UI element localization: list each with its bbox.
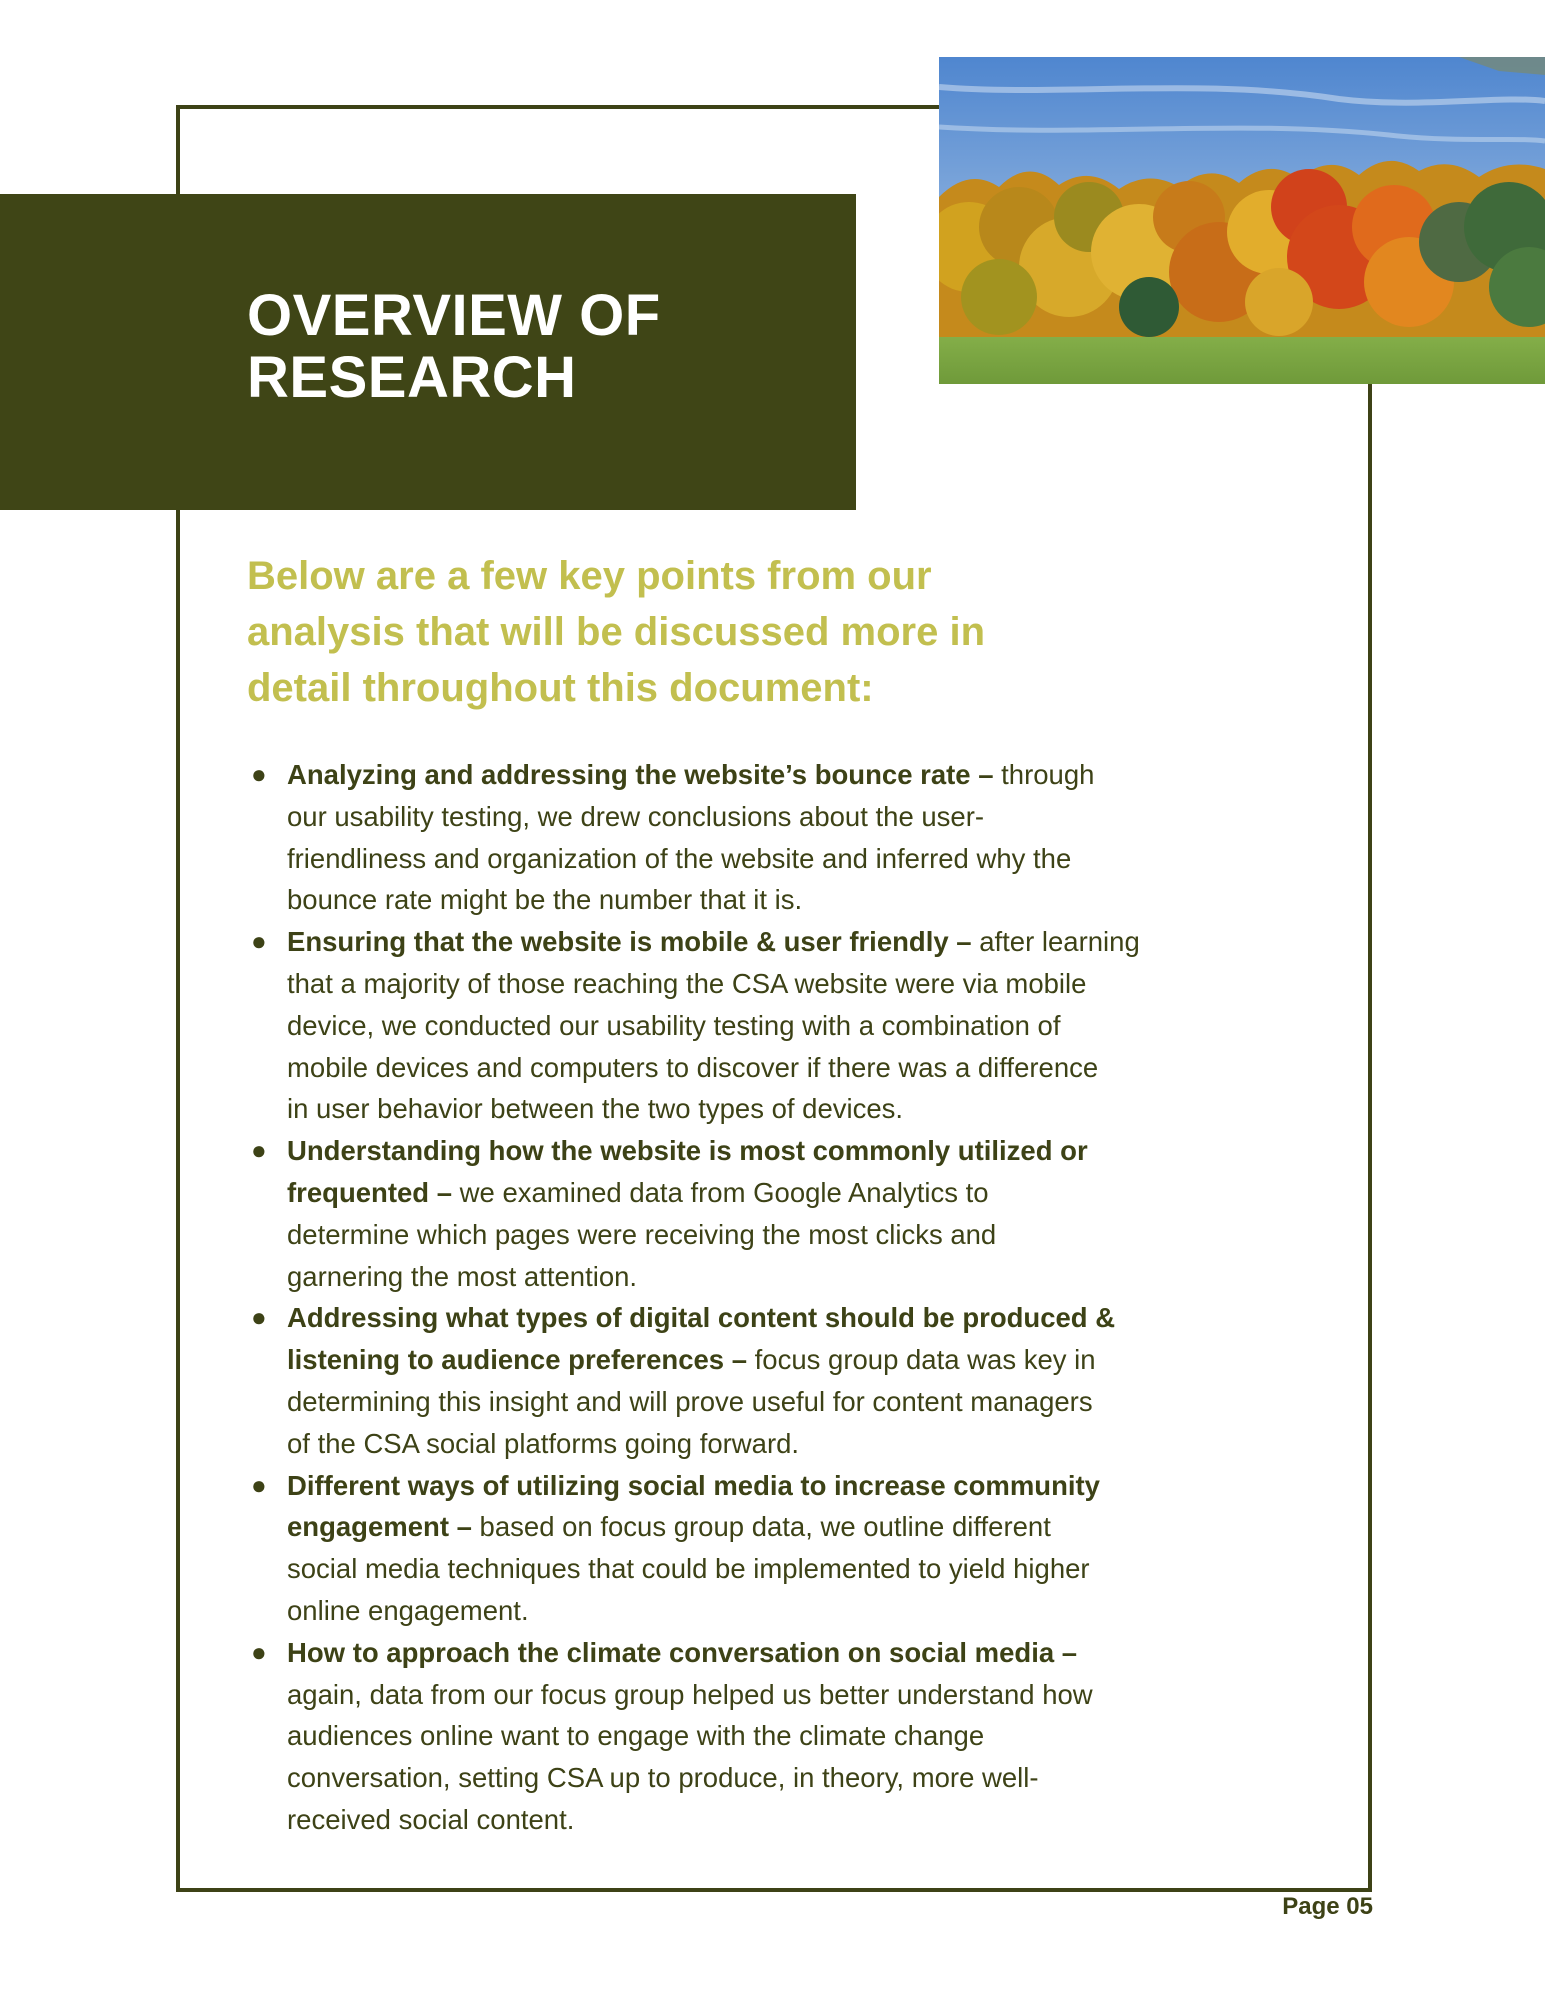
bullet-icon: ● <box>251 1302 267 1333</box>
bullet-icon: ● <box>251 1469 267 1500</box>
point-lead: Ensuring that the website is mobile & user friendly – <box>287 926 972 958</box>
list-item <box>247 921 1247 1130</box>
point-body: again, data from our focus group helped us better understand how audiences online want to engage with the climate change conversation, setting CSA up to produce, in theory, more well- received social content. <box>287 1678 1093 1835</box>
point-body: after learning that a majority of those reaching the CSA website were via mobile device, we conducted our usability testing with a combination of mobile devices and computers to discover if there was a difference in user behavior between the two types of devices. <box>287 926 1140 1125</box>
point-lead: Different ways of utilizing social media to increase community engagement – <box>287 1469 1100 1543</box>
point-body: through our usability testing, we drew conclusions about the user- friendliness and organization of the website and inferred why the bounce rate might be the number that it is. <box>287 759 1095 916</box>
point-lead: How to approach the climate conversation on social media – <box>287 1636 1078 1668</box>
bullet-icon: ● <box>251 759 267 789</box>
point-lead: Understanding how the website is most commonly utilized or frequented – <box>287 1135 1088 1208</box>
point-body: we examined data from Google Analytics to determine which pages were receiving the most clicks and garnering the most attention. <box>287 1176 997 1292</box>
point-body: focus group data was key in determining this insight and will prove useful for content managers of the CSA social platforms going forward. <box>287 1344 1096 1459</box>
autumn-landscape-photo <box>939 57 1545 384</box>
page-title: OVERVIEW OF RESEARCH <box>247 283 661 410</box>
point-lead: Addressing what types of digital content should be produced & listening to audience preferences – <box>287 1302 1116 1376</box>
list-item <box>247 1632 1247 1841</box>
list-item <box>247 1297 1247 1464</box>
list-item <box>247 1465 1247 1632</box>
intro-heading: Below are a few key points from our analysis that will be discussed more in detail throughout this document: <box>247 554 986 710</box>
list-item <box>247 754 1247 921</box>
bullet-icon: ● <box>251 926 267 957</box>
page-number: Page 05 <box>1282 1893 1373 1920</box>
point-body: based on focus group data, we outline different social media techniques that could be implemented to yield higher online engagement. <box>287 1511 1090 1626</box>
bullet-icon: ● <box>251 1636 267 1667</box>
list-item <box>247 1130 1247 1297</box>
bullet-icon: ● <box>251 1135 267 1166</box>
key-points-list <box>247 754 1247 1841</box>
point-lead: Analyzing and addressing the website’s bounce rate – <box>287 759 994 790</box>
